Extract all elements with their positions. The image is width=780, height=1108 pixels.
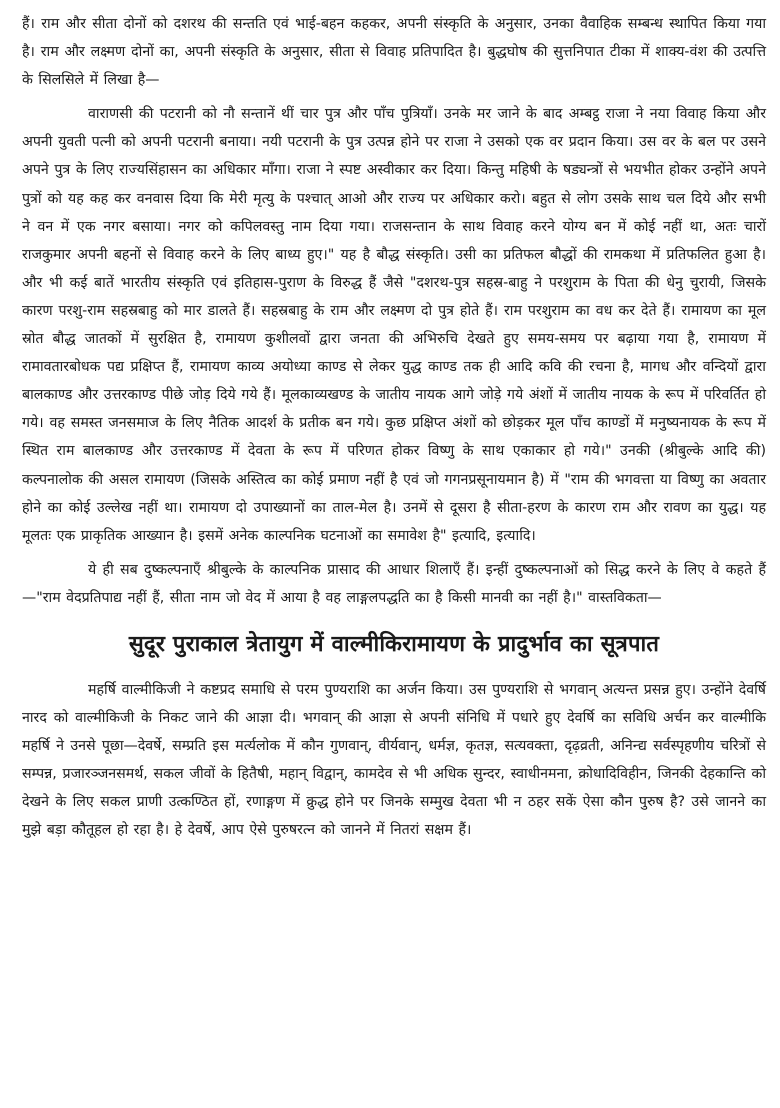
section-heading: सुदूर पुराकाल त्रेतायुग में वाल्मीकिरामायण के प्रादुर्भाव का सूत्रपात bbox=[128, 631, 660, 657]
paragraph-valmiki: महर्षि वाल्मीकिजी ने कष्टप्रद समाधि से परम पुण्यराशि का अर्जन किया। उस पुण्यराशि से भगवान् अत्यन्त प्रसन्न हुए। उन्होंने देवर्षि नारद को वाल्मीकिजी के निकट जाने की आज्ञा दी। भगवान् की आज्ञा से अपनी संनिधि में पधारे हुए देवर्षि का सविधि अर्चन कर वाल्मीकि महर्षि ने उनसे पूछा—देवर्षे, सम्प्रति इस मर्त्यलोक में कौन गुणवान्, वीर्यवान्, धर्मज्ञ, कृतज्ञ, सत्यवक्ता, दृढ़व्रती, अनिन्द्य सर्वस्पृहणीय चरित्रों से सम्पन्न, प्रजारञ्जनसमर्थ, सकल जीवों के हितैषी, महान् विद्वान्, कामदेव से भी अधिक सुन्दर, स्वाधीनमना, क्रोधादिविहीन, जिनकी देहकान्ति को देखने के लिए सकल प्राणी उत्कण्ठित हों, रणाङ्गण में क्रुद्ध होने पर जिनके सम्मुख देवता भी न ठहर सकें ऐसा कौन पुरुष है? उसे जानने का मुझे बड़ा कौतूहल हो रहा है। हे देवर्षे, आप ऐसे पुरुषरत्न को जानने में नितरां सक्षम हैं। bbox=[22, 681, 766, 839]
paragraph-continuation: हैं। राम और सीता दोनों को दशरथ की सन्तति एवं भाई-बहन कहकर, अपनी संस्कृति के अनुसार, उनका वैवाहिक सम्बन्ध स्थापित किया गया है। राम और लक्ष्मण दोनों का, अपनी संस्कृति के अनुसार, सीता से विवाह प्रतिपादित है। बुद्धघोष की सुत्तनिपात टीका में शाक्य-वंश की उत्पत्ति के सिलसिले में लिखा है— bbox=[22, 16, 766, 89]
paragraph-reality: ये ही सब दुष्कल्पनाएँ श्रीबुल्के के काल्पनिक प्रासाद की आधार शिलाएँ हैं। इन्हीं दुष्कल्पनाओं को सिद्ध करने के लिए वे कहते हैं—"राम वेदप्रतिपाद्य नहीं हैं, सीता नाम जो वेद में आया है वह लाङ्गलपद्धति का है किसी मानवी का नहीं है।" वास्तविकता— bbox=[22, 561, 766, 606]
paragraph-sutta-quote: वाराणसी की पटरानी को नौ सन्तानें थीं चार पुत्र और पाँच पुत्रियाँ। उनके मर जाने के बाद अम्बट्ठ राजा ने नया विवाह किया और अपनी युवती पत्नी को अपनी पटरानी बनाया। नयी पटरानी के पुत्र उत्पन्न होने पर राजा ने उसको एक वर प्रदान किया। उस वर के बल पर उसने अपने पुत्र के लिए राज्यसिंहासन का अधिकार माँगा। राजा ने स्पष्ट अस्वीकार कर दिया। किन्तु महिषी के षड्यन्त्रों से भयभीत होकर उन्होंने अपने पुत्रों को यह कह कर वनवास दिया कि मेरी मृत्यु के पश्चात् आओ और राज्य पर अधिकार करो। बहुत से लोग उसके साथ चल दिये और सभी ने वन में एक नगर बसाया। नगर को कपिलवस्तु नाम दिया गया। राजसन्तान के साथ विवाह करने योग्य बन में कोई नहीं था, अतः चारों राजकुमार अपनी बहनों से विवाह करने के लिए बाध्य हुए।" यह है बौद्ध संस्कृति। उसी का प्रतिफल बौद्धों की रामकथा में प्रतिफलित हुआ है। और भी कई बातें भारतीय संस्कृति एवं इतिहास-पुराण के विरुद्ध हैं जैसे "दशरथ-पुत्र सहस्र-बाहु ने परशुराम के पिता की धेनु चुरायी, जिसके कारण परशु-राम सहस्रबाहु को मार डालते हैं। सहस्रबाहु के राम और लक्ष्मण दो पुत्र होते हैं। राम परशुराम का वध कर देते हैं। रामायण का मूल स्रोत बौद्ध जातकों में सुरक्षित है, रामायण कुशीलवों द्वारा जनता की अभिरुचि देखते हुए समय-समय पर बढ़ाया गया है, रामायण में रामावतारबोधक पद्य प्रक्षिप्त हैं, रामायण काव्य अयोध्या काण्ड से लेकर युद्ध काण्ड तक ही आदि कवि की रचना है, मागध और वन्दियों द्वारा बालकाण्ड और उत्तरकाण्ड पीछे जोड़ दिये गये हैं। मूलकाव्यखण्ड के जातीय नायक आगे जोड़े गये अंशों में जातीय नायक के रूप में परिवर्तित हो गये। वह समस्त जनसमाज के लिए नैतिक आदर्श के प्रतीक बन गये। कुछ प्रक्षिप्त अंशों को छोड़कर मूल पाँच काण्डों में मनुष्यनायक के रूप में स्थित राम बालकाण्ड और उत्तरकाण्ड में देवता के रूप में परिणत होकर विष्णु के साथ एकाकार हो गये।" उनकी (श्रीबुल्के आदि की) कल्पनालोक की असल रामायण (जिसके अस्तित्व का कोई प्रमाण नहीं है एवं जो गगनप्रसूनायमान है) में "राम की भगवत्ता या विष्णु का अवतार होने का कोई उल्लेख नहीं था। रामायण दो उपाख्यानों का ताल-मेल है। उनमें से दूसरा है सीता-हरण के कारण राम और रावण का युद्ध। यह मूलतः एक प्राकृतिक आख्यान है। इसमें अनेक काल्पनिक घटनाओं का समावेश है" इत्यादि, इत्यादि। bbox=[22, 106, 766, 544]
